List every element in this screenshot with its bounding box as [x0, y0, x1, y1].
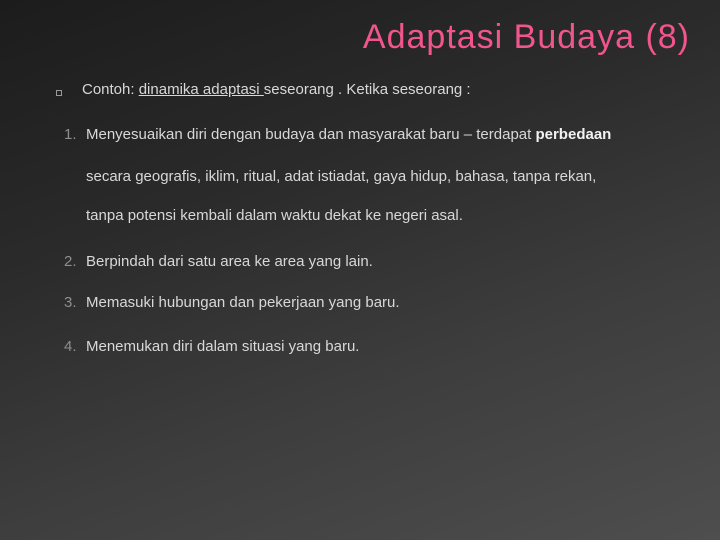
- list-item-3: [64, 294, 400, 311]
- list-number: 4.: [64, 338, 77, 355]
- list-item-2: [64, 253, 373, 270]
- list-item-1-continuation: tanpa potensi kembali dalam waktu dekat ke negeri asal.: [86, 207, 463, 224]
- intro-underlined: dinamika adaptasi: [138, 81, 264, 98]
- list-number: 1.: [64, 126, 77, 143]
- intro-suffix: seseorang . Ketika seseorang :: [263, 81, 471, 98]
- list-item-1-continuation: secara geografis, iklim, ritual, adat istiadat, gaya hidup, bahasa, tanpa rekan,: [86, 168, 597, 185]
- list-number: 2.: [64, 253, 77, 270]
- list-item-text: Berpindah dari satu area ke area yang lain.: [86, 253, 373, 270]
- intro-line: [82, 81, 471, 98]
- bullet-square-icon: [56, 90, 62, 96]
- list-item-4: [64, 338, 359, 355]
- list-item-1: [64, 126, 611, 143]
- list-item-text: Memasuki hubungan dan pekerjaan yang baru.: [86, 294, 400, 311]
- list-number: 3.: [64, 294, 77, 311]
- intro-prefix: Contoh:: [82, 81, 139, 98]
- list-item-bold: perbedaan: [535, 126, 612, 143]
- slide-title: Adaptasi Budaya (8): [362, 18, 690, 56]
- list-item-text: Menyesuaikan diri dengan budaya dan masyarakat baru – terdapat: [86, 126, 536, 143]
- list-item-text: Menemukan diri dalam situasi yang baru.: [86, 338, 360, 355]
